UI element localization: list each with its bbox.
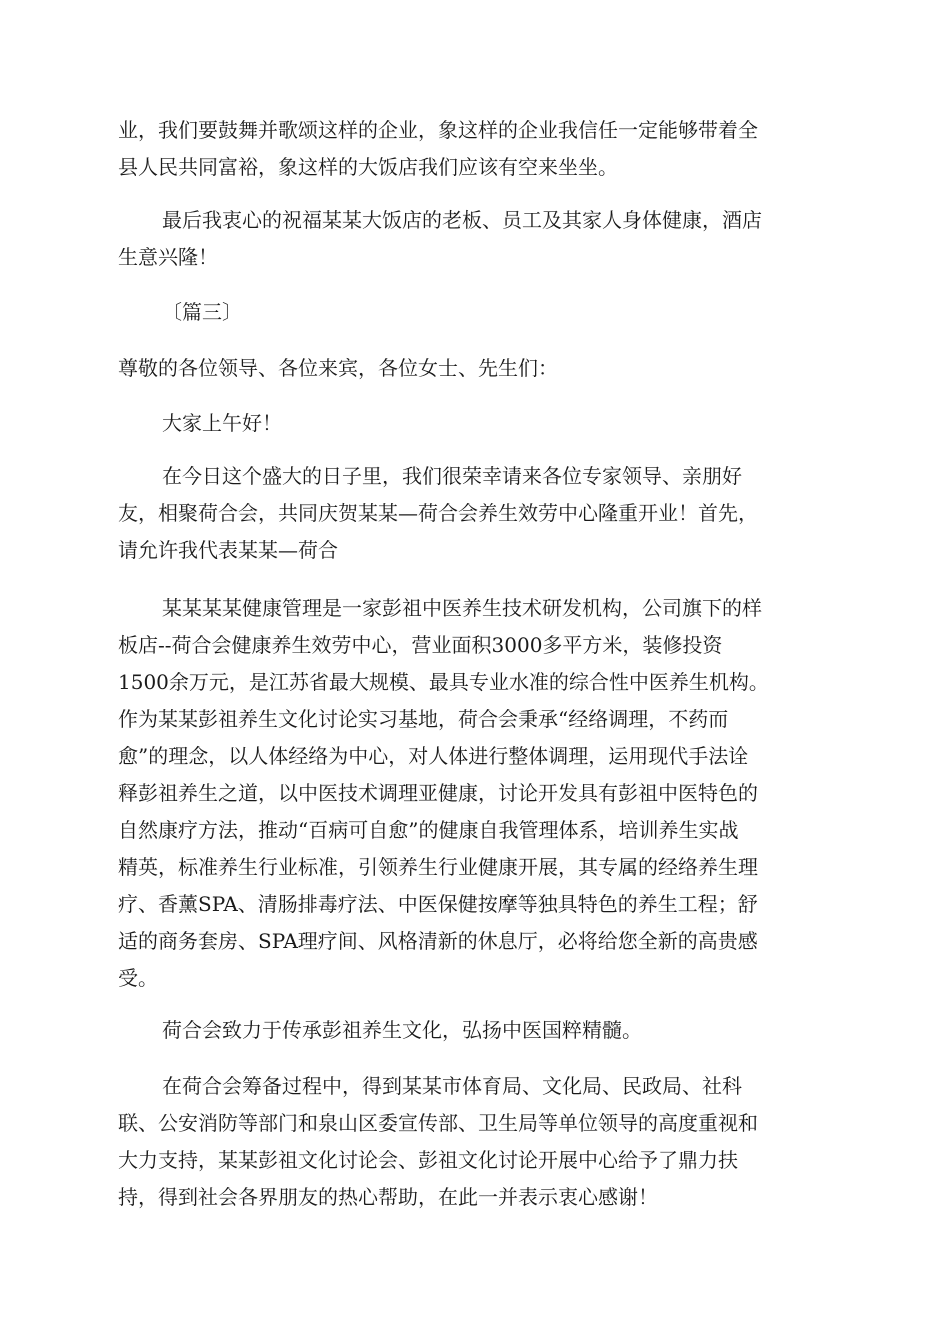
paragraph-opening [118,458,838,569]
text-line: 大力支持，某某彭祖文化讨论会、彭祖文化讨论开展中心给予了鼎力扶 [118,1148,738,1172]
text-line: 作为某某彭祖养生文化讨论实习基地，荷合会秉承“经络调理，不药而 [118,707,729,731]
text-line: 受。 [118,966,158,990]
text-line: 最后我衷心的祝福某某大饭店的老板、员工及其家人身体健康，酒店 [162,208,762,232]
text-line: 持，得到社会各界朋友的热心帮助，在此一并表示衷心感谢！ [118,1185,658,1209]
text-line: 疗、香薰SPA、清肠排毒疗法、中医保健按摩等独具特色的养生工程；舒 [118,892,758,916]
text-line: 尊敬的各位领导、各位来宾，各位女士、先生们： [118,356,558,380]
paragraph-thanks [118,1068,838,1216]
text-line: 荷合会致力于传承彭祖养生文化，弘扬中医国粹精髓。 [162,1018,642,1042]
text-line: 请允许我代表某某—荷合 [118,538,338,562]
text-line: 在今日这个盛大的日子里，我们很荣幸请来各位专家领导、亲朋好 [162,464,742,488]
text-line: 板店--荷合会健康养生效劳中心，营业面积3000多平方米，装修投资 [118,633,723,657]
paragraph-salutation [118,350,838,387]
paragraph-blessing [118,202,838,276]
paragraph-greeting [118,405,838,442]
text-line: 友，相聚荷合会，共同庆贺某某—荷合会养生效劳中心隆重开业！首先， [118,501,758,525]
text-line: 适的商务套房、SPA理疗间、风格清新的休息厅，必将给您全新的高贵感 [118,929,758,953]
text-line: 愈”的理念，以人体经络为中心，对人体进行整体调理，运用现代手法诠 [118,744,749,768]
text-line: 某某某某健康管理是一家彭祖中医养生技术研发机构，公司旗下的样 [162,596,762,620]
text-line: 精英，标准养生行业标准，引领养生行业健康开展，其专属的经络养生理 [118,855,758,879]
paragraph-mission [118,1012,838,1049]
text-line: 生意兴隆！ [118,245,218,269]
text-line: 县人民共同富裕，象这样的大饭店我们应该有空来坐坐。 [118,155,618,179]
text-line: 释彭祖养生之道，以中医技术调理亚健康，讨论开发具有彭祖中医特色的 [118,781,758,805]
section-heading [118,294,838,331]
text-line: 业，我们要鼓舞并歌颂这样的企业，象这样的企业我信任一定能够带着全 [118,118,758,142]
text-line: 在荷合会筹备过程中，得到某某市体育局、文化局、民政局、社科 [162,1074,742,1098]
text-line: 大家上午好！ [162,411,282,435]
text-line: 自然康疗方法，推动“百病可自愈”的健康自我管理体系，培训养生实战 [118,818,739,842]
paragraph-company-intro [118,590,838,997]
text-line: 1500余万元，是江苏省最大规模、最具专业水准的综合性中医养生机构。 [118,670,769,694]
section-heading-label: 〔篇三〕 [162,300,242,324]
paragraph-closing-praise [118,112,838,186]
text-line: 联、公安消防等部门和泉山区委宣传部、卫生局等单位领导的高度重视和 [118,1111,758,1135]
